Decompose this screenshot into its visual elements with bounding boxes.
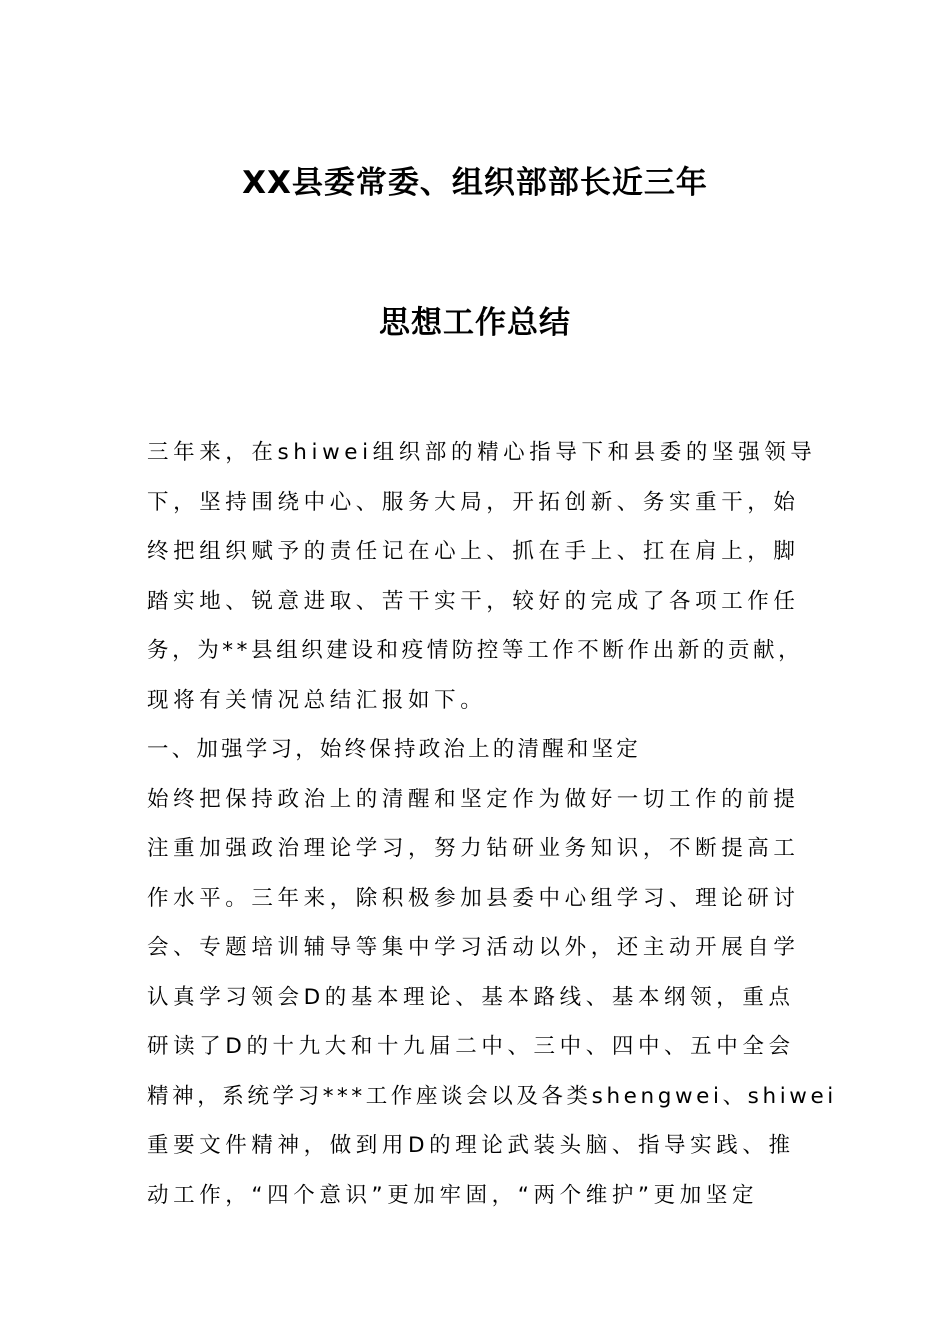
body-line: 认真学习领会D的基本理论、基本路线、基本纲领，重点	[147, 984, 795, 1010]
body-line: 研读了D的十九大和十九届二中、三中、四中、五中全会	[147, 1034, 795, 1059]
body-line: 务，为**县组织建设和疫情防控等工作不断作出新的贡献，	[147, 638, 804, 663]
body-line: 重要文件精神，做到用D的理论武装头脑、指导实践、推	[147, 1133, 795, 1158]
section-heading: 一、加强学习，始终保持政治上的清醒和坚定	[147, 737, 642, 762]
body-line: 精神，系统学习***工作座谈会以及各类shengwei、shiwei	[147, 1083, 837, 1109]
body-line: 会、专题培训辅导等集中学习活动以外，还主动开展自学	[147, 935, 800, 960]
body-line: 终把组织赋予的责任记在心上、抓在手上、扛在肩上，脚	[147, 539, 800, 564]
document-title-line-2: 思想工作总结	[379, 305, 571, 341]
body-line: 作水平。三年来，除积极参加县委中心组学习、理论研讨	[147, 885, 800, 911]
body-line: 始终把保持政治上的清醒和坚定作为做好一切工作的前提	[147, 786, 800, 812]
body-line: 动工作，“四个意识”更加牢固，“两个维护”更加坚定	[147, 1182, 759, 1208]
document-title-line-1: XX县委常委、组织部部长近三年	[242, 165, 708, 201]
body-line: 踏实地、锐意进取、苦干实干，较好的完成了各项工作任	[147, 588, 800, 614]
body-line: 下，坚持围绕中心、服务大局，开拓创新、务实重干，始	[147, 489, 800, 515]
body-line: 三年来，在shiwei组织部的精心指导下和县委的坚强领导	[147, 440, 817, 465]
document-body	[147, 428, 837, 1220]
body-line: 注重加强政治理论学习，努力钻研业务知识，不断提高工	[147, 836, 800, 861]
body-line: 现将有关情况总结汇报如下。	[147, 687, 487, 713]
